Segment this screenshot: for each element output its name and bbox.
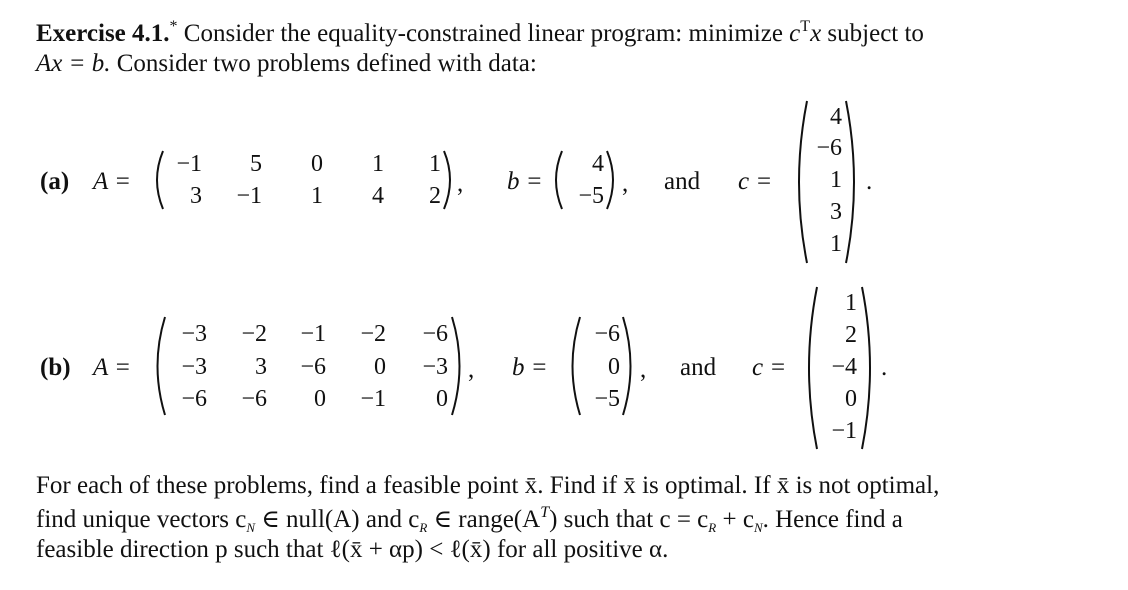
matrix-entry: −3 — [422, 354, 448, 380]
matrix-entry: 0 — [314, 386, 326, 412]
vector-entry: −6 — [594, 321, 620, 347]
matrix-entry: 3 — [255, 354, 267, 380]
part-b-A-equals: A = — [93, 354, 131, 381]
matrix-entry: 3 — [190, 183, 202, 209]
vector-entry: −1 — [831, 418, 857, 444]
vector-entry: −4 — [831, 354, 857, 380]
matrix-entry: −2 — [360, 321, 386, 347]
matrix-entry: −3 — [181, 354, 207, 380]
subscript-R-2: R — [708, 520, 717, 535]
matrix-entry: 0 — [311, 151, 323, 177]
superscript-T: T — [540, 504, 550, 521]
matrix-entry: −1 — [176, 151, 202, 177]
part-b-and: and — [680, 354, 717, 381]
part-a-label: (a) — [40, 168, 70, 195]
vector-entry: −5 — [594, 386, 620, 412]
matrix-entry: 4 — [372, 183, 384, 209]
task-line-2-f: . Hence find a — [762, 506, 903, 533]
vector-entry: 1 — [830, 231, 842, 257]
vector-entry: 4 — [592, 151, 604, 177]
part-a-c-equals: c = — [738, 168, 773, 195]
vector-entry: 1 — [845, 290, 857, 316]
vector-entry: 0 — [845, 386, 857, 412]
exercise-intro-line-1 — [36, 18, 924, 48]
subscript-R: R — [419, 520, 428, 535]
part-a-comma-2: , — [622, 170, 629, 197]
part-a-A-equals: A = — [93, 168, 131, 195]
vector-entry: 0 — [608, 354, 620, 380]
matrix-entry: 2 — [429, 183, 441, 209]
part-b-b-right-paren — [622, 316, 634, 416]
task-line-1: For each of these problems, find a feasible point x̄. Find if x̄ is optimal. If x̄ is not optimal, — [36, 472, 940, 499]
exercise-label: Exercise 4.1. — [36, 20, 170, 47]
matrix-entry: −3 — [181, 321, 207, 347]
part-a-and: and — [664, 168, 701, 195]
part-b-comma-2: , — [640, 356, 647, 383]
constraint-lhs: Ax — [36, 50, 63, 77]
intro-text-a: Consider the equality-constrained linear program: minimize — [177, 20, 790, 47]
part-b-label: (b) — [40, 354, 71, 381]
vector-entry: 2 — [845, 322, 857, 348]
task-line-2-c: ∈ range(A — [427, 506, 541, 533]
task-line-2-e: + c — [716, 506, 754, 533]
part-a-period: . — [866, 168, 873, 195]
part-a-A-right-paren — [443, 150, 453, 210]
matrix-entry: 1 — [372, 151, 384, 177]
task-line-2-d: ) such that c = c — [549, 506, 709, 533]
part-b-c-equals: c = — [752, 354, 787, 381]
matrix-entry: −1 — [300, 321, 326, 347]
vector-entry: −6 — [816, 135, 842, 161]
part-a-b-right-paren — [606, 150, 616, 210]
cost-vector-symbol: c — [789, 20, 801, 47]
constraint-rhs: = b. — [62, 50, 111, 77]
matrix-entry: −6 — [300, 354, 326, 380]
matrix-entry: −6 — [422, 321, 448, 347]
task-line-3: feasible direction p such that ℓ(x̄ + αp) < ℓ(x̄) for all positive α. — [36, 536, 669, 563]
matrix-entry: −1 — [360, 386, 386, 412]
transpose-symbol: T — [800, 18, 811, 35]
matrix-entry: 0 — [374, 354, 386, 380]
x-symbol: x — [810, 20, 822, 47]
matrix-entry: −6 — [181, 386, 207, 412]
matrix-entry: −6 — [241, 386, 267, 412]
matrix-entry: 1 — [429, 151, 441, 177]
part-b-c-right-paren — [861, 286, 873, 450]
task-line-2-a: find unique vectors c — [36, 506, 247, 533]
intro-subject-to: subject to — [821, 20, 924, 47]
matrix-entry: 1 — [311, 183, 323, 209]
part-a-comma-1: , — [457, 170, 464, 197]
part-b-comma-1: , — [468, 356, 475, 383]
task-line-2-b: ∈ null(A) and c — [255, 506, 420, 533]
vector-entry: 3 — [830, 199, 842, 225]
vector-entry: −5 — [578, 183, 604, 209]
matrix-entry: 5 — [250, 151, 262, 177]
matrix-entry: 0 — [436, 386, 448, 412]
task-line-2 — [36, 504, 903, 536]
intro-line-2-rest: Consider two problems defined with data: — [110, 50, 537, 77]
matrix-entry: −2 — [241, 321, 267, 347]
matrix-entry: −1 — [236, 183, 262, 209]
part-b-A-right-paren — [451, 316, 463, 416]
subscript-N: N — [246, 520, 256, 535]
part-b-period: . — [881, 354, 888, 381]
subscript-N-2: N — [753, 520, 763, 535]
part-a-b-equals: b = — [507, 168, 543, 195]
part-b-b-equals: b = — [512, 354, 548, 381]
exercise-intro-line-2 — [36, 50, 537, 78]
part-a-c-right-paren — [845, 100, 857, 264]
exercise-star: * — [169, 18, 178, 35]
vector-entry: 4 — [830, 104, 842, 130]
vector-entry: 1 — [830, 167, 842, 193]
